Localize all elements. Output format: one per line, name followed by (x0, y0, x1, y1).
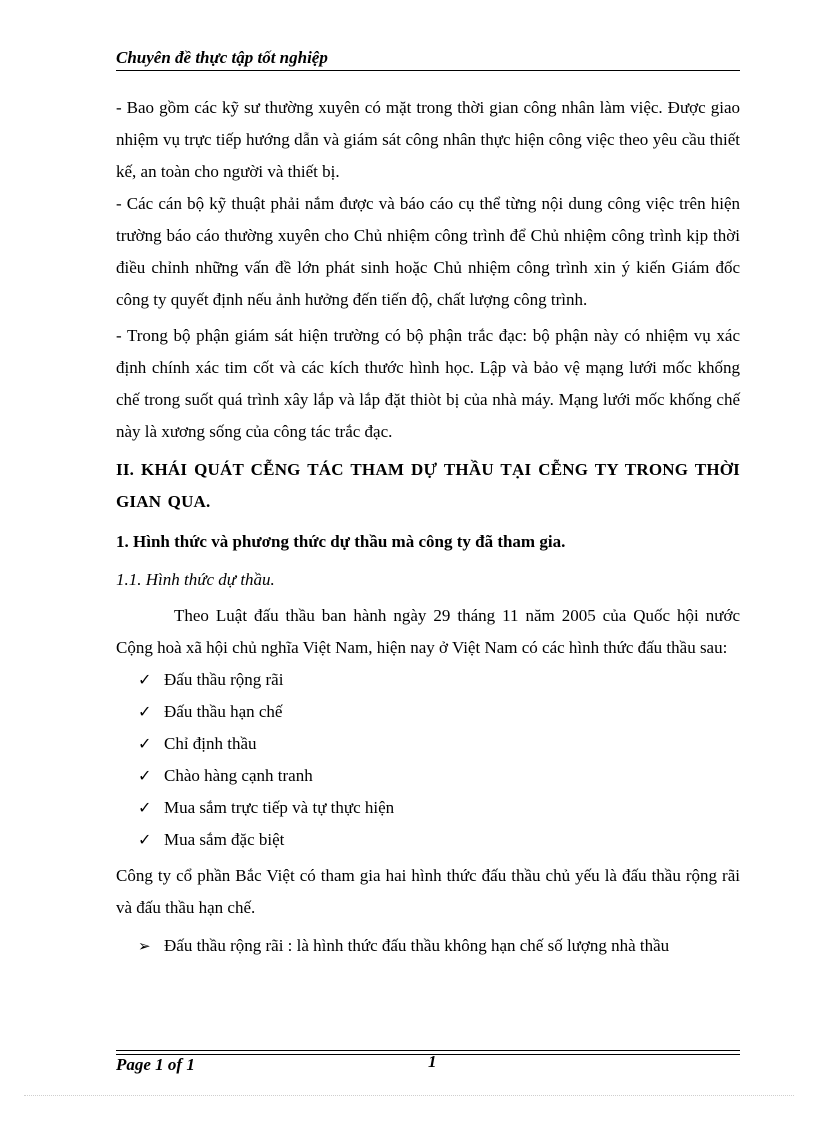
footer-page-number: 1 (428, 1052, 437, 1071)
check-icon: ✓ (138, 702, 152, 721)
arrow-item-text: Đấu thầu rộng rãi : là hình thức đấu thầu không hạn chế số lượng nhà thầu (164, 936, 670, 955)
check-icon: ✓ (138, 798, 152, 817)
header-divider (116, 70, 740, 71)
subsubsection-heading: 1.1. Hình thức dự thầu. (116, 570, 275, 589)
list-item-label: Đấu thầu rộng rãi (164, 670, 284, 689)
list-item-label: Mua sắm trực tiếp và tự thực hiện (164, 798, 395, 817)
list-item-label: Mua sắm đặc biệt (164, 830, 285, 849)
paragraph-surveying: - Trong bộ phận giám sát hiện trường có bộ phận trắc đạc: bộ phận này có nhiệm vụ xác định chính xác tim cốt và các kích thước hình học. Lập và bảo vệ mạng lưới mốc khống chế trong suốt quá trình xây lắp và lắp đặt thiòt bị của nhà máy. Mạng lưới mốc khống chế này là xương sống của công tác trắc đạc. (116, 326, 740, 441)
page-boundary (24, 1095, 794, 1096)
bidding-forms-list (116, 664, 740, 856)
footer-divider-top (116, 1050, 740, 1051)
list-item-label: Chỉ định thầu (164, 734, 257, 753)
paragraph-engineers: - Bao gồm các kỹ sư thường xuyên có mặt trong thời gian công nhân làm việc. Được giao nhiệm vụ trực tiếp hướng dẫn và giám sát công nhân thực hiện công việc theo yêu cầu thiết kế, an toàn cho người và thiết bị. (116, 98, 740, 181)
paragraph-technical-staff: - Các cán bộ kỹ thuật phải nắm được và báo cáo cụ thể từng nội dung công việc trên hiện trường báo cáo thường xuyên cho Chủ nhiệm công trình để Chủ nhiệm công trình kịp thời điều chỉnh những vấn đề lớn phát sinh hoặc Chủ nhiệm công trình xin ý kiến Giám đốc công ty quyết định nếu ảnh hưởng đến tiến độ, chất lượng công trình. (116, 194, 740, 309)
check-icon: ✓ (138, 670, 152, 689)
list-item (138, 728, 740, 760)
check-icon: ✓ (138, 734, 152, 753)
list-item (138, 760, 740, 792)
paragraph-intro: Theo Luật đấu thầu ban hành ngày 29 tháng 11 năm 2005 của Quốc hội nước Cộng hoà xã hội chủ nghĩa Việt Nam, hiện nay ở Việt Nam có các hình thức đấu thầu sau: (116, 606, 740, 657)
check-icon: ✓ (138, 830, 152, 849)
paragraph-company-note: Công ty cổ phần Bắc Việt có tham gia hai hình thức đấu thầu chủ yếu là đấu thầu rộng rãi và đấu thầu hạn chế. (116, 866, 740, 917)
list-item-label: Đấu thầu hạn chế (164, 702, 283, 721)
footer-page-label: Page 1 of 1 (116, 1055, 195, 1074)
header-title: Chuyên đề thực tập tốt nghiệp (116, 48, 328, 67)
document-body (116, 92, 740, 962)
arrow-list-item (116, 930, 740, 962)
list-item (138, 824, 740, 856)
list-item (138, 792, 740, 824)
list-item (138, 696, 740, 728)
section-heading: II. KHÁI QUÁT CỄNG TÁC THAM DỰ THẦU TẠI CỄNG TY TRONG THỜI GIAN QUA. (116, 460, 740, 511)
check-icon: ✓ (138, 766, 152, 785)
subsection-heading: 1. Hình thức và phương thức dự thầu mà công ty đã tham gia. (116, 532, 566, 551)
list-item (138, 664, 740, 696)
arrow-right-icon: ➢ (138, 937, 151, 955)
list-item-label: Chào hàng cạnh tranh (164, 766, 313, 785)
